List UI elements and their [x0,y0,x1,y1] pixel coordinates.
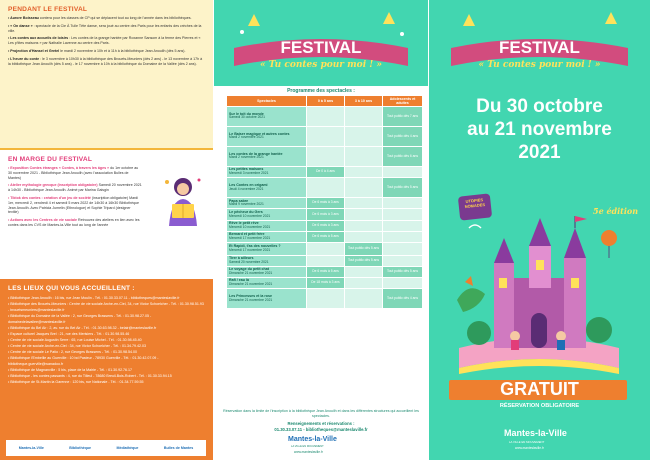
age-cell [383,209,423,220]
age-cell [307,126,345,146]
age-cell: Tout public dès 4 ans [383,289,423,309]
venue-item: • Bibliothèque Jean Anouilh : 16 bis, rue Jean Moulin - Tél. : 01.30.33.07.11 - bibliotheques@manteslaville.fr [8,296,180,300]
item-text: du 1er octobre au 30 novembre 2021 - Bibliothèque Jean Anouilh (avec l'association Bulles de Mantes) [8,166,139,180]
venue-item: • Bibliothèque des Brouets-Meuniers : Centre de vie sociale Arche-en-Ciel, 34, rue Victor Schoelcher - Tél. : 01.30.98.51.93 - brouetsmeuniers@manteslaville.fr [8,302,204,312]
venue-item: • Bibliothèque du Domaine de la Vallée : 2, rue Georges Brassens - Tél. : 01.30.98.27.05 - domainedelavallee@manteslaville.fr [8,314,152,324]
event-cell [227,209,307,220]
age-cell [307,255,345,266]
reservation-label: RÉSERVATION OBLIGATOIRE [499,403,580,409]
item-heading: • Aurore Boisseau [8,16,39,20]
age-cell [383,278,423,289]
event-date: Dimanche 21 novembre 2021 [229,282,273,287]
event-date: Mercredi 10 novembre 2021 [229,224,271,229]
list-item [0,218,150,231]
event-cell [227,166,307,177]
panel-left [0,0,213,460]
event-cell [227,126,307,146]
age-cell: De 18 mois à 3 ans [307,278,345,289]
event-date: Mardi 9 novembre 2021 [229,202,264,207]
lieux-list [0,295,213,385]
event-date: Dimanche 21 novembre 2021 [229,297,273,302]
age-cell [383,231,423,242]
dates-line-1: Du 30 octobre [476,96,603,117]
venue-item: • Centre de vie sociale Arche-en-Ciel : 34, rue Victor Schoelcher - Tél. : 01.34.79.42.03 [8,344,146,348]
age-cell [307,178,345,198]
event-name: Sur le toit du monde [229,111,264,116]
programme-title: Programme des spectacles : [287,88,355,94]
item-heading: • Atelier mythologie grecque (inscription obligatoire) [8,183,98,188]
event-name: Le voyage du petit chat [229,267,269,272]
festival-subtitle: « Tu contes pour moi ! » [260,60,382,70]
castle-illustration [449,208,629,378]
age-cell [383,255,423,266]
event-date: Mardi 2 novembre 2021 [229,135,264,140]
age-cell [307,289,345,309]
festival-banner [214,0,428,86]
girl-reading-illustration [161,174,205,230]
item-heading: • Tiktok des contes : création d'un jeu de société [8,195,91,200]
age-cell [307,243,345,255]
column-header: 0 à 5 ans [307,96,345,107]
event-cell [227,178,307,198]
programme-table [226,95,423,309]
section-title: EN MARGE DU FESTIVAL [8,156,93,163]
item-text: (inscription obligatoire) Mardi 1er, mercredi 2, vendredi 4 et samedi 5 mars 2022 de 14h30 à 16h30 Bibliothèque Jean Anouilh. Avec Patricia Jumelin (Ethnologue) et Sophie Tripard (designer textile) [8,195,140,215]
festival-subtitle: « Tu contes pour moi ! » [478,60,601,70]
event-cell [227,231,307,242]
event-name: Bernard et petit frère [229,232,265,237]
age-cell [345,231,383,242]
item-heading: • Exposition Contes étranges « Contes, à travers les âges » [8,166,110,170]
list-item [0,183,150,196]
age-cell: De 6 mois à 5 ans [307,266,345,277]
venue-item: • Bibliothèque de Magnanville : 5 bis, place de la Mairie - Tél. : 01.30.92.76.17 [8,368,133,372]
reservation-note: Réservation dans la limite de l'inscription à la bibliothèque Jean Anouilh et dans les différentes structures qui accueillent les spectacles. [223,409,419,418]
gratuit-label: GRATUIT [500,379,579,399]
age-cell [345,166,383,177]
venue-item: • Espace culturel Jacques Brel : 21, rue des Merisiers - Tél. : 01.30.98.55.46 [8,332,130,336]
table-row [227,278,423,289]
item-heading: • L'heure du conte [8,56,40,61]
age-cell [345,146,383,166]
table-body [227,107,423,309]
event-cell [227,146,307,166]
age-cell: Tout public dès 5 ans [383,178,423,198]
table-row [227,289,423,309]
venue-item: • Bibliothèque - les contes passants : 4, rue du Tilleul - 78680 Breuil-Bois-Robert - Tél. : 01.30.33.94.15 [8,374,172,378]
list-item [0,24,213,37]
age-cell [345,289,383,309]
event-date: Mercredi 17 novembre 2021 [229,236,271,241]
event-cell [227,278,307,289]
event-name: Les contes de la grange hantée [229,151,283,156]
item-heading: • Les contes aux accueils de loisirs [8,36,69,41]
item-text: : Les contes de la grange hantée par Roxanne Sansom à la ferme des Pierres et « Les p'tites maisons » par Nathalie Lavenne au centre des Paris. [8,36,201,46]
website-url: www.manteslaville.fr [515,446,544,450]
age-cell: Tout public dès 6 ans [383,146,423,166]
event-name: Papa sabre [229,198,249,203]
event-cell [227,243,307,255]
table-row [227,107,423,127]
list-item [0,16,213,24]
age-cell [345,126,383,146]
age-cell [307,146,345,166]
table-row [227,178,423,198]
item-heading: • Actions avec les Centres de vie sociale [8,218,78,223]
item-text: : le 3 novembre à 10h30 à la bibliothèque des Brouets-Meuniers (dès 2 ans) - le 13 novembre à 17h à la bibliothèque Jean Anouilh (dès 5 ans) - le 17 novembre à 10h à la bibliothèque du Domaine de la Vallée (dès 2 ans). [8,56,203,66]
age-cell [345,107,383,127]
column-header: Spectacles [227,96,307,107]
section-title: PENDANT LE FESTIVAL [8,6,88,13]
table-row [227,209,423,220]
venue-item: • Centre de vie sociale Augustin Serre : 65, rue Louise Michel - Tél. : 01.30.98.45.40 [8,338,142,342]
age-cell [345,278,383,289]
item-text: Retrouvez des ateliers en lien avec les contes dans les CVS de Mantes-la-Ville tout au long de l'année [8,218,140,227]
event-date: Mercredi 17 novembre 2021 [229,247,271,252]
list-item [0,49,213,57]
section-title: LES LIEUX QUI VOUS ACCUEILLENT : [8,285,135,292]
venue-item: • Centre de vie sociale Le Patio : 2, rue Georges Brassens - Tél. : 01.30.98.54.00 [8,350,138,354]
list-item [0,196,150,218]
dates-year: 2021 [518,142,561,163]
event-cell [227,266,307,277]
event-cell [227,255,307,266]
event-date: Dimanche 21 novembre 2021 [229,270,273,275]
section-lieux [0,279,213,460]
mantes-la-ville-logo: Mantes-la-Ville [288,436,337,443]
item-text: le mardi 2 novembre à 10h et à 11h à la bibliothèque Jean Anouilh (dès 5 ans). [59,48,186,53]
event-date: Mercredi 3 novembre 2021 [229,171,269,176]
partner-logo: Bibliothèque [69,446,92,450]
partner-logo: Médiathèque [116,446,139,450]
pendant-list [0,16,213,69]
table-row [227,231,423,242]
event-date: Mercredi 10 novembre 2021 [229,213,271,218]
table-row [227,166,423,177]
age-cell [383,220,423,231]
age-cell [383,243,423,255]
table-header-row [227,96,423,107]
column-header: 3 à 10 ans [345,96,383,107]
age-cell: Tout public dès 4 ans [383,126,423,146]
age-cell: De 6 mois à 5 ans [307,231,345,242]
age-cell: De 6 mois à 3 ans [307,209,345,220]
event-cell [227,289,307,309]
age-cell [345,198,383,209]
table-row [227,146,423,166]
table-row [227,126,423,146]
logo-tagline: LA VILLE EN MOUVEMENT [291,445,324,448]
event-cell [227,198,307,209]
event-name: Le Baiser magique et autres contes [229,131,290,136]
age-cell [345,220,383,231]
list-item [0,57,213,70]
utopies-label: UTOPIES NOMADES [464,197,486,210]
item-heading: • Projection d'Hansel et Gretel [8,48,60,53]
event-name: Les petites maisons [229,167,264,172]
venue-item: • Bibliothèque de St-Martin la Garenne : 120 bis, rue Nationale - Tél. : 01.34.77.59.55 [8,380,144,384]
festival-title: FESTIVAL [499,38,580,57]
table-row [227,243,423,255]
age-cell: De 0 à 4 ans [307,166,345,177]
contact-label: Renseignements et réservations : [287,421,355,426]
event-date: Mardi 2 novembre 2021 [229,155,264,160]
panel-right-cover [429,0,650,460]
venue-item: • Bibliothèque du Bel Air : 2, av. rue du Bel Air - Tél. : 01.30.63.98.32 - belair@manteslaville.fr [8,326,157,330]
table-row [227,198,423,209]
event-date: Samedi 30 octobre 2021 [229,115,265,120]
website-url: www.manteslaville.fr [294,450,323,454]
age-cell [345,266,383,277]
item-text: Samedi 20 novembre 2021 à 14h30 - Bibliothèque Jean Anouilh. Animé par Marina Gaisgin [8,183,142,193]
festival-title: FESTIVAL [280,38,362,57]
event-name: Rêve le petit rêve [229,221,259,226]
venue-item: • Bibliothèque l'Embellie au Guerville : 10 bd Pasteur - 78930 Guerville - Tél. : 01.30.42.07.09 - bibliotheque.guerville@wanadoo.fr [8,356,159,366]
section-pendant-festival [0,0,213,148]
event-name: Tirer à ailleurs [229,255,254,260]
event-date: Jeudi 4 novembre 2021 [229,186,264,191]
event-name: Les Princesses et la rose [229,294,272,299]
age-cell: Tout public dès 5 ans [383,266,423,277]
partner-logos [6,440,206,456]
age-cell [383,198,423,209]
logo-tagline: LA VILLE EN MOUVEMENT [509,440,545,444]
age-cell [345,209,383,220]
list-item [0,36,213,49]
item-heading: • « On danse » [8,23,33,28]
age-cell: De 6 mois à 3 ans [307,220,345,231]
list-item [0,166,150,183]
item-text: : spectacle de la Cie À Tulle Tête danse, sera joué au centre des Paris pour les enfants des crèches de la ville. [8,23,202,33]
age-cell: De 6 mois à 3 ans [307,198,345,209]
dates-line-2: au 21 novembre [467,119,612,140]
partner-logo: Mantes-la-Ville [18,446,44,450]
age-cell [307,107,345,127]
table-row [227,255,423,266]
age-cell [383,166,423,177]
partner-logo: Bulles de Mantes [163,446,194,450]
event-name: Et Rapidi, t'as des nouvelles ? [229,244,281,249]
item-text: contera pour les classes de CP qui se déplacent tout au long de l'année dans les bibliothèques. [38,16,192,20]
age-cell [345,178,383,198]
contact-info: 01.30.33.07.11 - bibliotheques@manteslaville.fr [274,427,368,432]
event-name: Les Contes en origami [229,182,268,187]
event-name: Rafi / eau là [229,278,249,283]
table-row [227,266,423,277]
section-marge-festival [0,148,213,278]
event-date: Samedi 20 novembre 2021 [229,259,269,264]
edition-badge: 5e édition [593,206,639,216]
age-cell: Tout public dès 7 ans [383,107,423,127]
panel-middle [214,0,428,460]
age-cell: Tout public dès 5 ans [345,255,383,266]
age-cell: Tout public dès 5 ans [345,243,383,255]
column-header: Adolescents et adultes [383,96,423,107]
event-cell [227,107,307,127]
table-row [227,220,423,231]
event-cell [227,220,307,231]
event-name: Le pêcheur du Gers [229,209,263,214]
mantes-la-ville-logo: Mantes-la-Ville [504,428,567,438]
